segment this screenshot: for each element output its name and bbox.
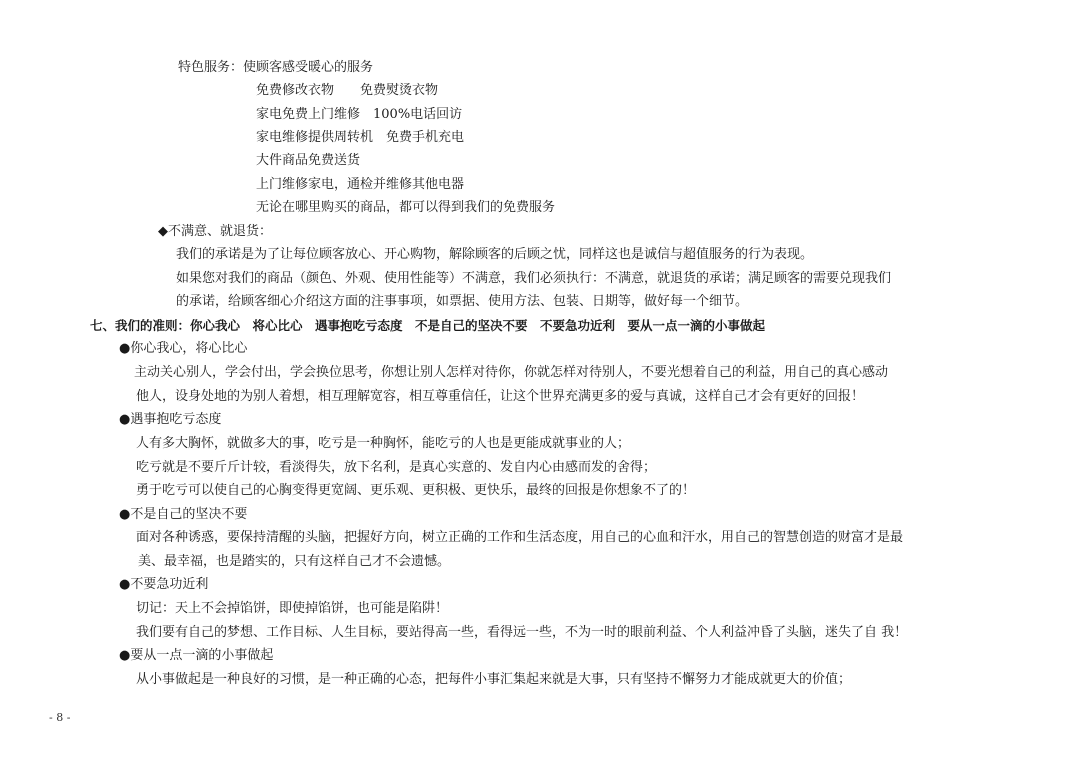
principle-line: 切记：天上不会掉馅饼，即使掉馅饼，也可能是陷阱！ <box>136 601 449 616</box>
principle-line: 我们要有自己的梦想、工作目标、人生目标，要站得高一些，看得远一些，不为一时的眼前利益、个人利益冲昏了头脑，迷失了自 我！ <box>136 625 908 640</box>
principle-line: 勇于吃亏可以使自己的心胸变得更宽阔、更乐观、更积极、更快乐，最终的回报是你想象不了的！ <box>136 483 696 498</box>
page-number: - 8 - <box>49 711 71 724</box>
principle-line: 从小事做起是一种良好的习惯，是一种正确的心态，把每件小事汇集起来就是大事，只有坚持不懈努力才能成就更大的价值； <box>136 672 852 687</box>
section-title: 七、我们的准则：你心我心 将心比心 遇事抱吃亏态度 不是自己的坚决不要 不要急功近利 要从一点一滴的小事做起 <box>90 318 766 333</box>
principle-line: 人有多大胸怀，就做多大的事，吃亏是一种胸怀，能吃亏的人也是更能成就事业的人； <box>136 436 631 451</box>
principle-heading: ●不要急功近利 <box>119 577 209 592</box>
principle-heading: ●遇事抱吃亏态度 <box>119 412 222 427</box>
principle-heading: ●不是自己的坚决不要 <box>119 507 248 522</box>
service-item: 家电免费上门维修 100%电话回访 <box>256 107 463 122</box>
service-item: 大件商品免费送货 <box>256 153 361 168</box>
refund-line: 的承诺，给顾客细心介绍这方面的注事事项，如票据、使用方法、包装、日期等，做好每一个细节。 <box>176 294 749 309</box>
refund-line: 如果您对我们的商品（颜色、外观、使用性能等）不满意，我们必须执行：不满意，就退货的承诺；满足顾客的需要兑现我们 <box>176 271 892 286</box>
refund-line: 我们的承诺是为了让每位顾客放心、开心购物，解除顾客的后顾之忧，同样这也是诚信与超值服务的行为表现。 <box>176 247 814 262</box>
principle-line: 他人，设身处地的为别人着想，相互理解宽容，相互尊重信任，让这个世界充满更多的爱与真诚，这样自己才会有更好的回报！ <box>136 389 865 404</box>
service-item: 免费修改衣物 免费熨烫衣物 <box>256 83 439 98</box>
service-item: 上门维修家电，通检并维修其他电器 <box>256 177 465 192</box>
principle-heading: ●你心我心，将心比心 <box>119 341 248 356</box>
principle-line: 美、最幸福，也是踏实的，只有这样自己才不会遗憾。 <box>138 554 451 569</box>
services-heading: 特色服务：使顾客感受暖心的服务 <box>178 60 374 75</box>
principle-line: 吃亏就是不要斤斤计较，看淡得失，放下名利，是真心实意的、发自内心由感而发的舍得； <box>136 460 657 475</box>
principle-line: 主动关心别人，学会付出，学会换位思考，你想让别人怎样对待你，你就怎样对待别人，不要光想着自己的利益，用自己的真心感动 <box>134 365 889 380</box>
principle-line: 面对各种诱惑，要保持清醒的头脑，把握好方向，树立正确的工作和生活态度，用自己的心血和汗水，用自己的智慧创造的财富才是最 <box>136 530 904 545</box>
service-item: 无论在哪里购买的商品，都可以得到我们的免费服务 <box>256 200 556 215</box>
principle-heading: ●要从一点一滴的小事做起 <box>119 648 274 663</box>
refund-heading: ◆不满意、就退货： <box>158 224 272 239</box>
service-item: 家电维修提供周转机 免费手机充电 <box>256 130 465 145</box>
